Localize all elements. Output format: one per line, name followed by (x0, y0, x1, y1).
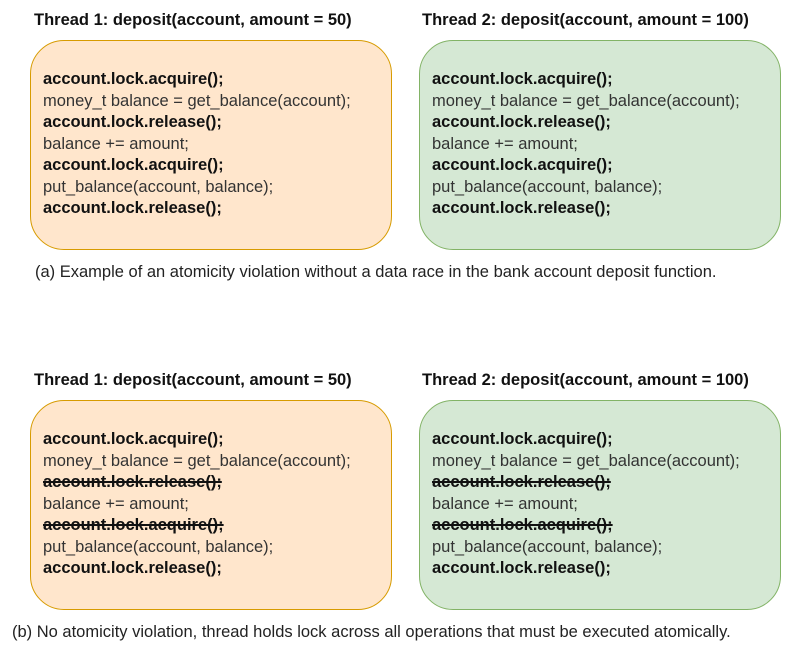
panel-b-thread1-title: Thread 1: deposit(account, amount = 50) (34, 371, 352, 389)
lock-statement: account.lock.release(); (432, 199, 611, 217)
lock-statement: account.lock.acquire(); (432, 516, 613, 534)
panel-a-thread1-title: Thread 1: deposit(account, amount = 50) (34, 11, 352, 29)
lock-statement: account.lock.acquire(); (43, 430, 224, 448)
lock-statement: account.lock.release(); (43, 473, 222, 491)
code-statement: money_t balance = get_balance(account); (432, 451, 740, 470)
lock-statement: account.lock.release(); (432, 473, 611, 491)
panel-b-thread2-title: Thread 2: deposit(account, amount = 100) (422, 371, 749, 389)
panel-a-thread2-code-box (419, 40, 781, 250)
code-statement: balance += amount; (432, 134, 578, 153)
lock-statement: account.lock.acquire(); (432, 430, 613, 448)
panel-a-thread1-code-box (30, 40, 392, 250)
code-statement: balance += amount; (432, 494, 578, 513)
code-statement: put_balance(account, balance); (43, 177, 274, 196)
lock-statement: account.lock.release(); (43, 113, 222, 131)
panel-b-caption: (b) No atomicity violation, thread holds lock across all operations that must be executed atomically. (12, 623, 731, 641)
lock-statement: account.lock.acquire(); (43, 156, 224, 174)
panel-b-thread1-code-box (30, 400, 392, 610)
code-statement: put_balance(account, balance); (43, 537, 274, 556)
lock-statement: account.lock.acquire(); (432, 70, 613, 88)
lock-statement: account.lock.release(); (432, 559, 611, 577)
lock-statement: account.lock.acquire(); (43, 516, 224, 534)
code-statement: put_balance(account, balance); (432, 537, 663, 556)
code-statement: money_t balance = get_balance(account); (432, 91, 740, 110)
code-statement: balance += amount; (43, 494, 189, 513)
lock-statement: account.lock.release(); (43, 199, 222, 217)
code-statement: money_t balance = get_balance(account); (43, 91, 351, 110)
code-statement: put_balance(account, balance); (432, 177, 663, 196)
code-statement: money_t balance = get_balance(account); (43, 451, 351, 470)
code-statement: balance += amount; (43, 134, 189, 153)
panel-a-caption: (a) Example of an atomicity violation without a data race in the bank account deposit function. (35, 263, 717, 281)
lock-statement: account.lock.acquire(); (43, 70, 224, 88)
panel-b-thread2-code-box (419, 400, 781, 610)
lock-statement: account.lock.release(); (43, 559, 222, 577)
panel-a-thread2-title: Thread 2: deposit(account, amount = 100) (422, 11, 749, 29)
lock-statement: account.lock.release(); (432, 113, 611, 131)
lock-statement: account.lock.acquire(); (432, 156, 613, 174)
